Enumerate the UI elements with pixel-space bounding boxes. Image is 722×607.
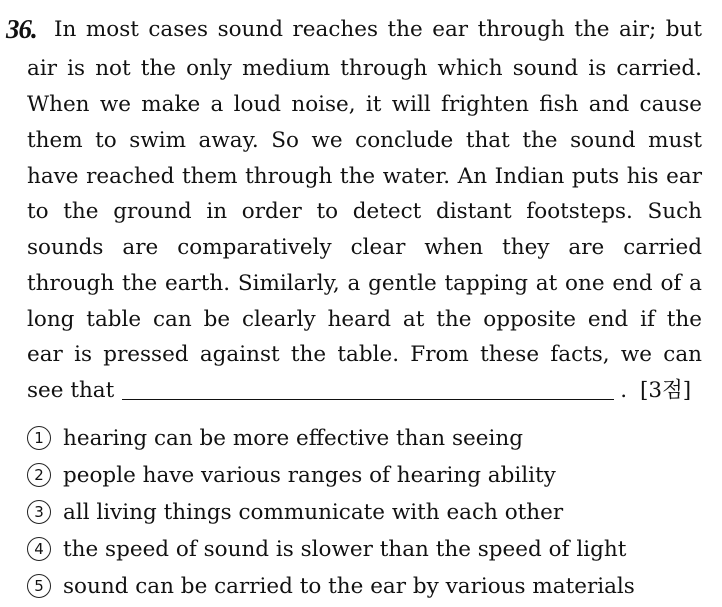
option-number-icon: 5	[27, 574, 51, 598]
passage-line: ear is pressed against the table. From these facts, we can	[27, 342, 702, 367]
answer-blank	[122, 398, 614, 400]
passage-line: long table can be clearly heard at the opposite end if the	[27, 307, 702, 332]
option-text: hearing can be more effective than seeing	[63, 426, 523, 451]
option-5[interactable]	[27, 568, 717, 605]
points-label: [3점]	[639, 378, 692, 403]
option-3[interactable]	[27, 494, 717, 531]
passage-line: sounds are comparatively clear when they are carried	[27, 235, 702, 260]
option-number-icon: 4	[27, 537, 51, 561]
option-number-icon: 1	[27, 426, 51, 450]
passage-last-line	[27, 373, 702, 409]
passage-last-line-end: .	[620, 378, 628, 403]
option-number-icon: 2	[27, 463, 51, 487]
passage-line: When we make a loud noise, it will frighten fish and cause	[27, 92, 702, 117]
option-2[interactable]	[27, 457, 717, 494]
option-text: people have various ranges of hearing ability	[63, 463, 556, 488]
option-text: the speed of sound is slower than the speed of light	[63, 537, 627, 562]
passage-line: them to swim away. So we conclude that the sound must	[27, 128, 702, 153]
option-4[interactable]	[27, 531, 717, 568]
option-1[interactable]	[27, 420, 717, 457]
passage-line: air is not the only medium through which sound is carried.	[27, 56, 702, 81]
passage-last-line-start: see that	[27, 378, 115, 403]
passage-line: have reached them through the water. An Indian puts his ear	[27, 164, 702, 189]
option-text: all living things communicate with each other	[63, 500, 564, 525]
option-number-icon: 3	[27, 500, 51, 524]
passage-line: through the earth. Similarly, a gentle tapping at one end of a	[27, 271, 702, 296]
passage-line: to the ground in order to detect distant footsteps. Such	[27, 199, 702, 224]
question-number: 36.	[6, 14, 37, 44]
passage-line: In most cases sound reaches the ear through the air; but	[54, 17, 702, 42]
answer-options	[27, 420, 717, 605]
option-text: sound can be carried to the ear by various materials	[63, 574, 635, 599]
